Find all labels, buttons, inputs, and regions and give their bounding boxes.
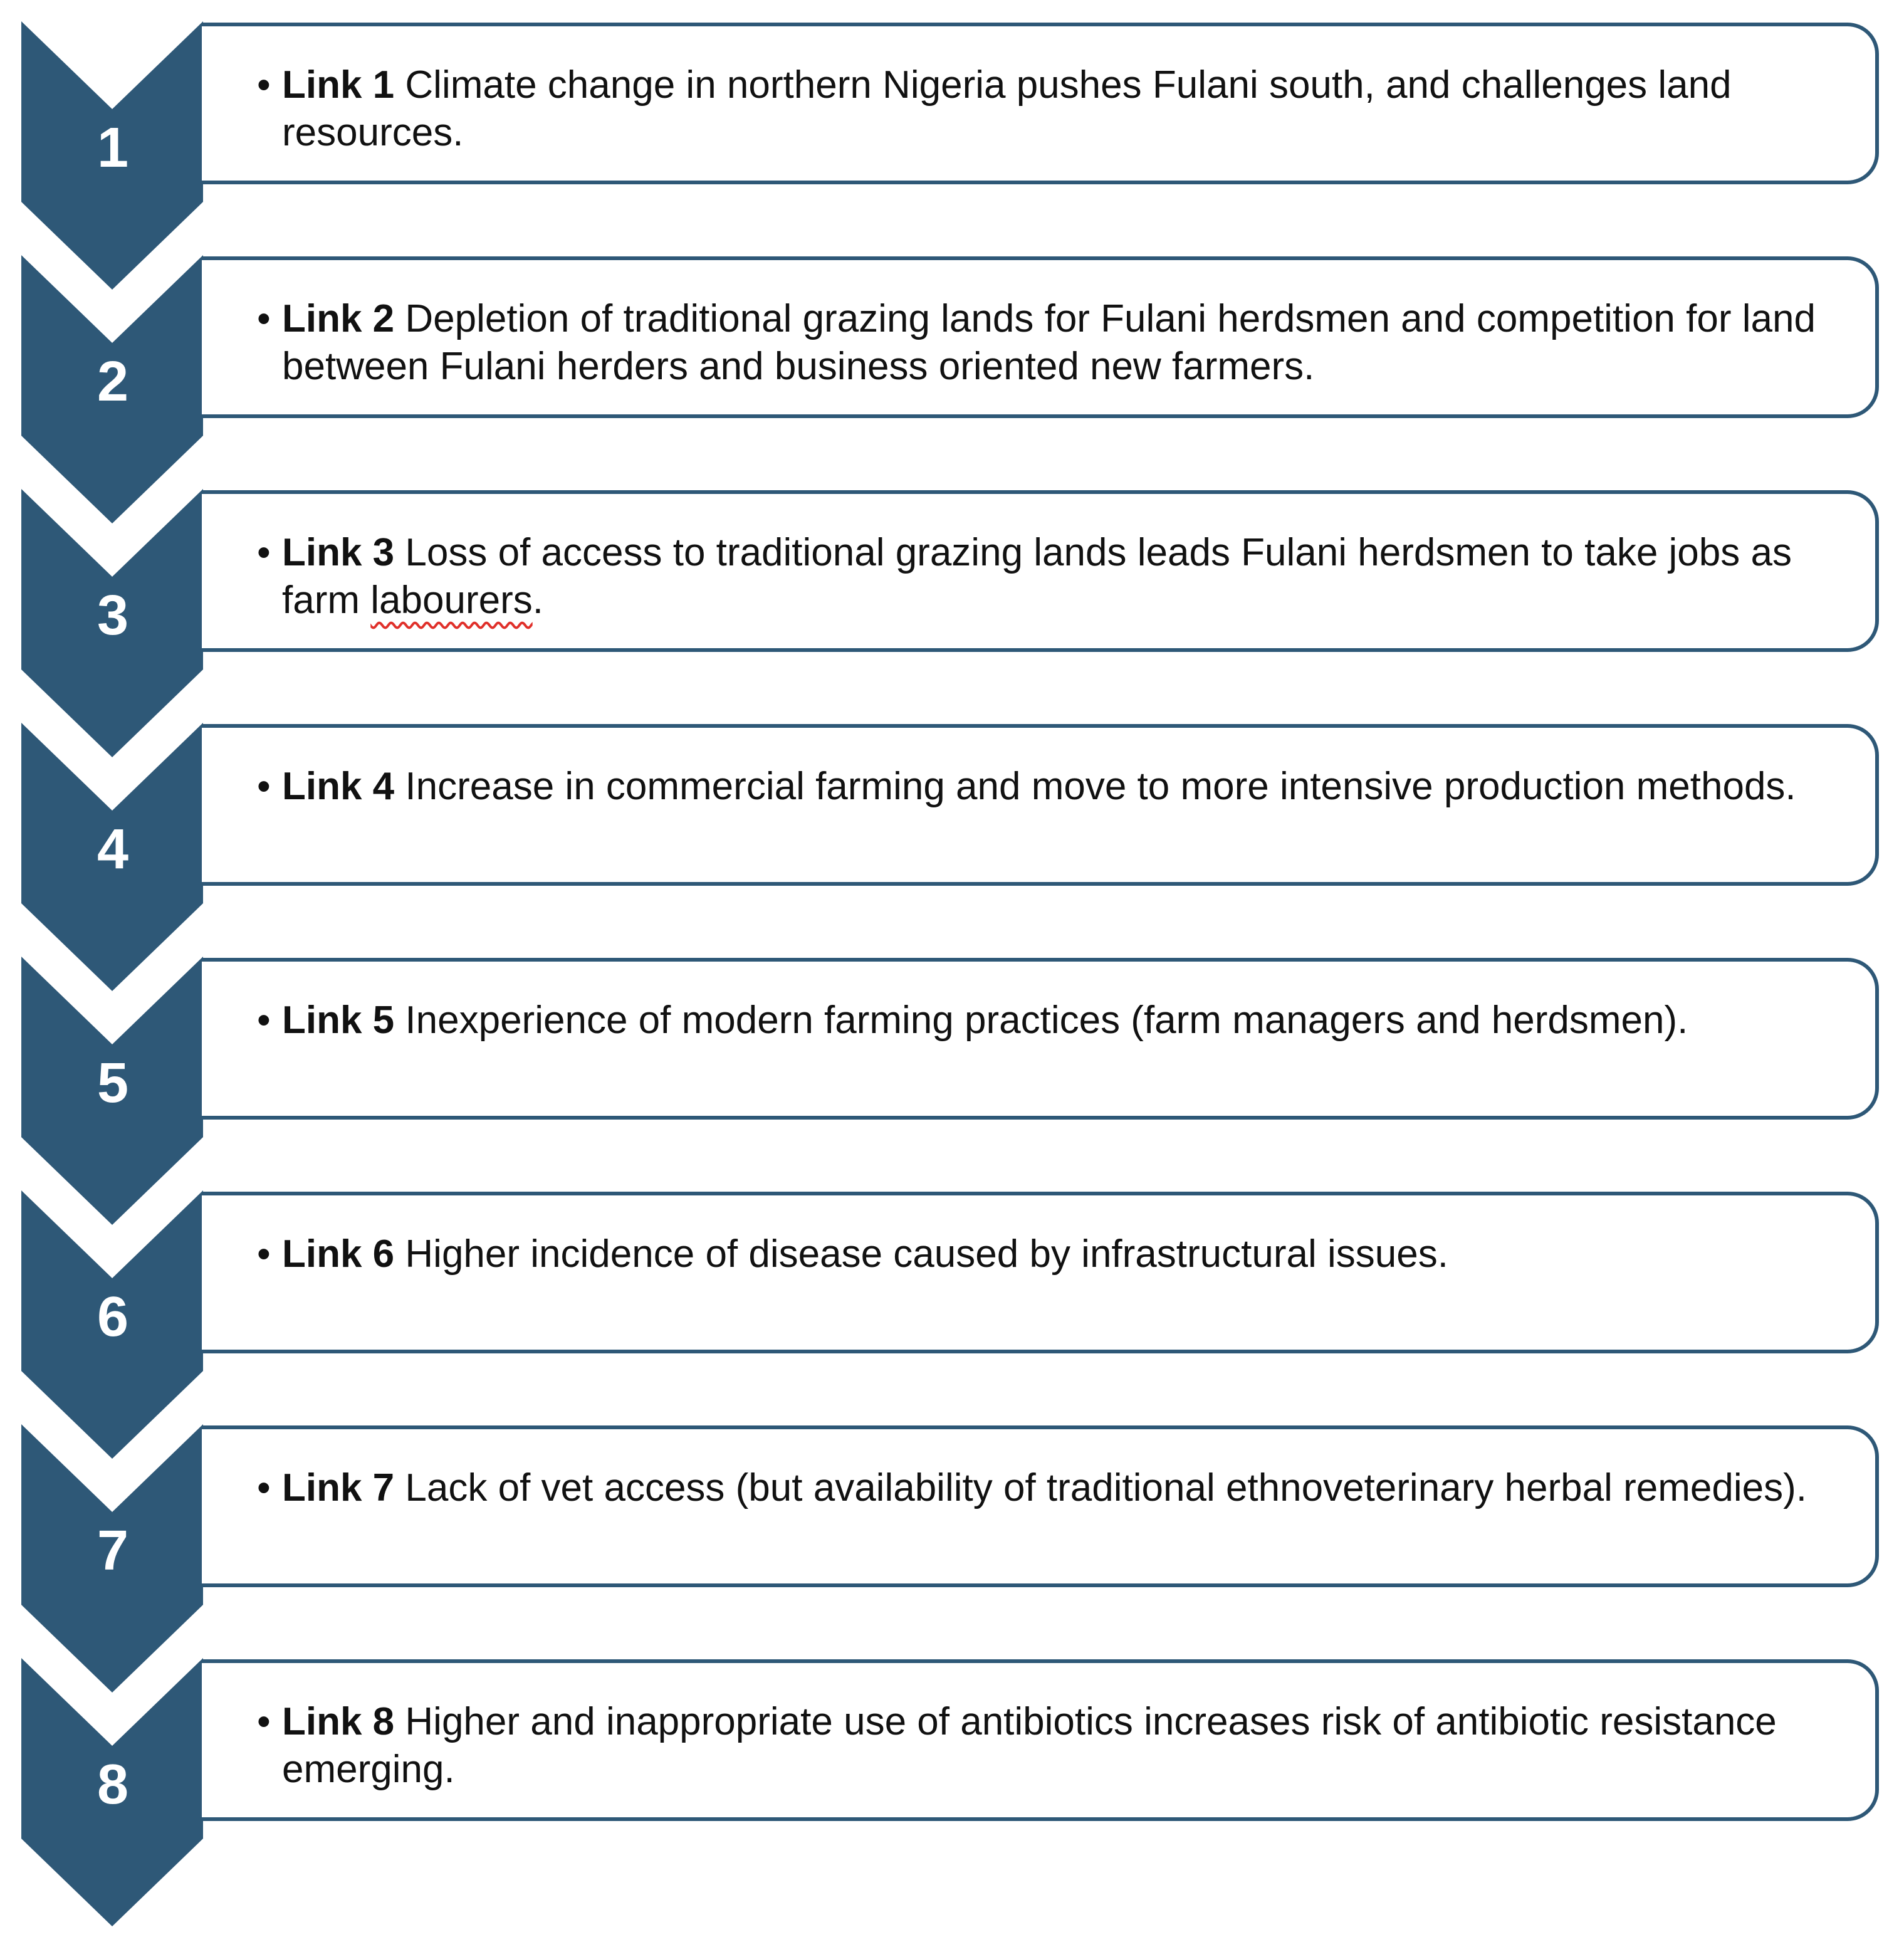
link-title: Link 4 <box>282 765 395 808</box>
link-text <box>259 529 1850 624</box>
bullet-icon: • <box>257 1232 271 1276</box>
link-text <box>259 295 1850 391</box>
step-number-2: 2 <box>97 350 129 413</box>
link-text <box>259 1231 1850 1278</box>
bullet-icon: • <box>257 1466 271 1509</box>
bullet-icon: • <box>257 1700 271 1743</box>
bullet-icon: • <box>257 765 271 808</box>
bullet-icon: • <box>257 999 271 1042</box>
bullet-icon: • <box>257 531 271 574</box>
link-title: Link 3 <box>282 531 395 574</box>
link-description-end: . <box>532 579 543 622</box>
link-title: Link 5 <box>282 999 395 1042</box>
link-box-1 <box>202 23 1879 184</box>
step-number-7: 7 <box>97 1520 129 1582</box>
link-title: Link 2 <box>282 297 395 340</box>
link-text <box>259 1464 1850 1512</box>
link-description: Loss of access to traditional grazing lands leads Fulani herdsmen to take jobs as farm <box>282 531 1792 622</box>
link-text <box>259 763 1850 811</box>
link-box-2 <box>202 256 1879 418</box>
link-title: Link 7 <box>282 1466 395 1509</box>
step-number-5: 5 <box>97 1052 129 1115</box>
step-number-1: 1 <box>97 117 129 179</box>
step-number-6: 6 <box>97 1286 129 1348</box>
step-number-3: 3 <box>97 584 129 647</box>
link-description: Lack of vet access (but availability of traditional ethnoveterinary herbal remedies). <box>405 1466 1807 1509</box>
link-box-7 <box>202 1425 1879 1587</box>
link-description: Higher and inappropriate use of antibiotics increases risk of antibiotic resistance emerging. <box>282 1700 1777 1791</box>
link-box-6 <box>202 1192 1879 1353</box>
link-description: Inexperience of modern farming practices (farm managers and herdsmen). <box>405 999 1688 1042</box>
link-description: Higher incidence of disease caused by infrastructural issues. <box>405 1232 1448 1276</box>
link-title: Link 6 <box>282 1232 395 1276</box>
link-box-4 <box>202 724 1879 886</box>
link-title: Link 1 <box>282 63 395 107</box>
link-text <box>259 1698 1850 1793</box>
bullet-icon: • <box>257 297 271 340</box>
link-box-3 <box>202 490 1879 652</box>
step-number-8: 8 <box>97 1753 129 1816</box>
step-number-4: 4 <box>97 818 129 881</box>
link-text <box>259 61 1850 157</box>
link-description: Climate change in northern Nigeria pushes Fulani south, and challenges land resources. <box>282 63 1732 154</box>
link-text <box>259 997 1850 1044</box>
spellcheck-flagged-word[interactable]: labourers <box>370 579 533 622</box>
link-title: Link 8 <box>282 1700 395 1743</box>
link-box-8 <box>202 1659 1879 1821</box>
link-box-5 <box>202 958 1879 1120</box>
link-description: Increase in commercial farming and move to more intensive production methods. <box>405 765 1796 808</box>
bullet-icon: • <box>257 63 271 107</box>
link-description: Depletion of traditional grazing lands for Fulani herdsmen and competition for land between Fulani herders and business oriented new farmers. <box>282 297 1816 388</box>
